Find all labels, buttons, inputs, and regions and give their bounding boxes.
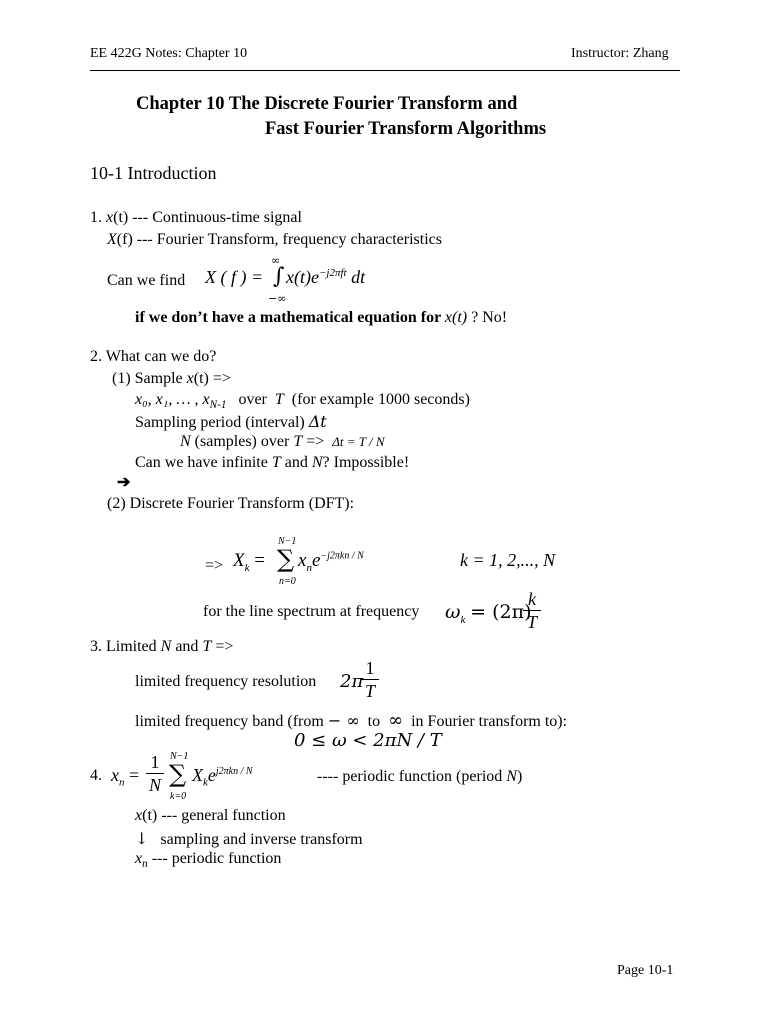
item2-samples: x₀, x₁, … , $x_{N-1}$ over T (for example 1000 seconds) — [135, 391, 470, 412]
item2-dft-heading: (2) Discrete Fourier Transform (DFT): — [107, 495, 355, 512]
item3-heading: 3. Limited N and T => — [90, 638, 234, 655]
item2-infinite: Can we have infinite T and N? Impossible! — [135, 454, 410, 471]
inverse-dft-body: $X_ke^{j2\pi kn / N}$ — [192, 765, 253, 789]
item2-sample: (1) Sample x(t) => — [112, 370, 231, 387]
item2-sampling-period: Sampling period (interval) Δt — [135, 412, 327, 431]
chapter-title-line1: Chapter 10 The Discrete Fourier Transform and — [136, 94, 518, 114]
item3-band: limited frequency band (from − ∞ to ∞ in Fourier transform to): — [135, 710, 568, 731]
general-function-line: x(t) --- general function — [135, 807, 286, 824]
band-range: 0 ≤ ω < 2πN / T — [294, 730, 442, 751]
item2-n-samples: N (samples) over T => Δt = T / N — [180, 433, 385, 450]
section-heading: 10-1 Introduction — [90, 163, 217, 183]
header-rule — [90, 70, 680, 71]
item4-num: 4. — [90, 767, 102, 784]
line-spectrum-text: for the line spectrum at frequency — [203, 603, 420, 620]
k-range: k = 1, 2,..., N — [460, 550, 556, 570]
header-left: EE 422G Notes: Chapter 10 — [90, 46, 248, 61]
sampling-inverse-line: ↓ sampling and inverse transform — [135, 829, 363, 848]
down-arrow-icon: ↓ — [135, 829, 149, 848]
can-we-find-label: Can we find — [107, 272, 186, 289]
dft-sum-upper: N−1 — [278, 536, 297, 547]
dft-body: $x_ne^{-j2\pi kn / N}$ — [298, 550, 364, 574]
dft-sum-lower: n=0 — [279, 576, 296, 587]
item1-line1: 1. x(t) --- Continuous-time signal — [90, 209, 302, 226]
inverse-dft-lhs: $x_n$ = — [111, 765, 140, 789]
periodic-function-line: $x_n$ --- periodic function — [135, 850, 282, 871]
implies-arrow-icon: ➔ — [117, 472, 131, 491]
integral-sign: ∫ — [273, 264, 285, 289]
dft-sum-sign: ∑ — [277, 545, 295, 573]
fourier-transform-equation: X ( f ) = — [205, 267, 264, 287]
inverse-sum-sign: ∑ — [169, 760, 187, 788]
header-right: Instructor: Zhang — [571, 46, 669, 61]
integral-upper-limit: ∞ — [271, 254, 281, 267]
omega-k-equation: $\omega_k = (2\pi)$ — [445, 601, 532, 626]
item2-heading: 2. What can we do? — [90, 348, 217, 365]
periodic-note: ---- periodic function (period N) — [317, 768, 523, 785]
integrand: $x(t)e^{-j2\pi ft}$ dt — [286, 267, 366, 287]
inverse-sum-upper: N−1 — [170, 751, 189, 762]
inverse-sum-lower: k=0 — [170, 791, 187, 802]
page-number: Page 10-1 — [617, 963, 674, 978]
omega-fraction: k T — [523, 588, 541, 633]
resolution-two-pi: 2π — [340, 671, 364, 692]
item1-line2: X(f) --- Fourier Transform, frequency characteristics — [107, 231, 442, 248]
chapter-title-line2: Fast Fourier Transform Algorithms — [265, 119, 547, 139]
integral-lower-limit: −∞ — [268, 292, 287, 305]
inverse-dft-fraction: 1 N — [146, 751, 164, 796]
item1-question: if we don’t have a mathematical equation for x(t) ? No! — [135, 309, 508, 326]
dft-lhs: $X_k$ = — [233, 550, 265, 574]
dft-arrow: => — [205, 557, 224, 574]
resolution-fraction: 1 T — [361, 657, 379, 702]
item3-resolution: limited frequency resolution — [135, 673, 317, 690]
